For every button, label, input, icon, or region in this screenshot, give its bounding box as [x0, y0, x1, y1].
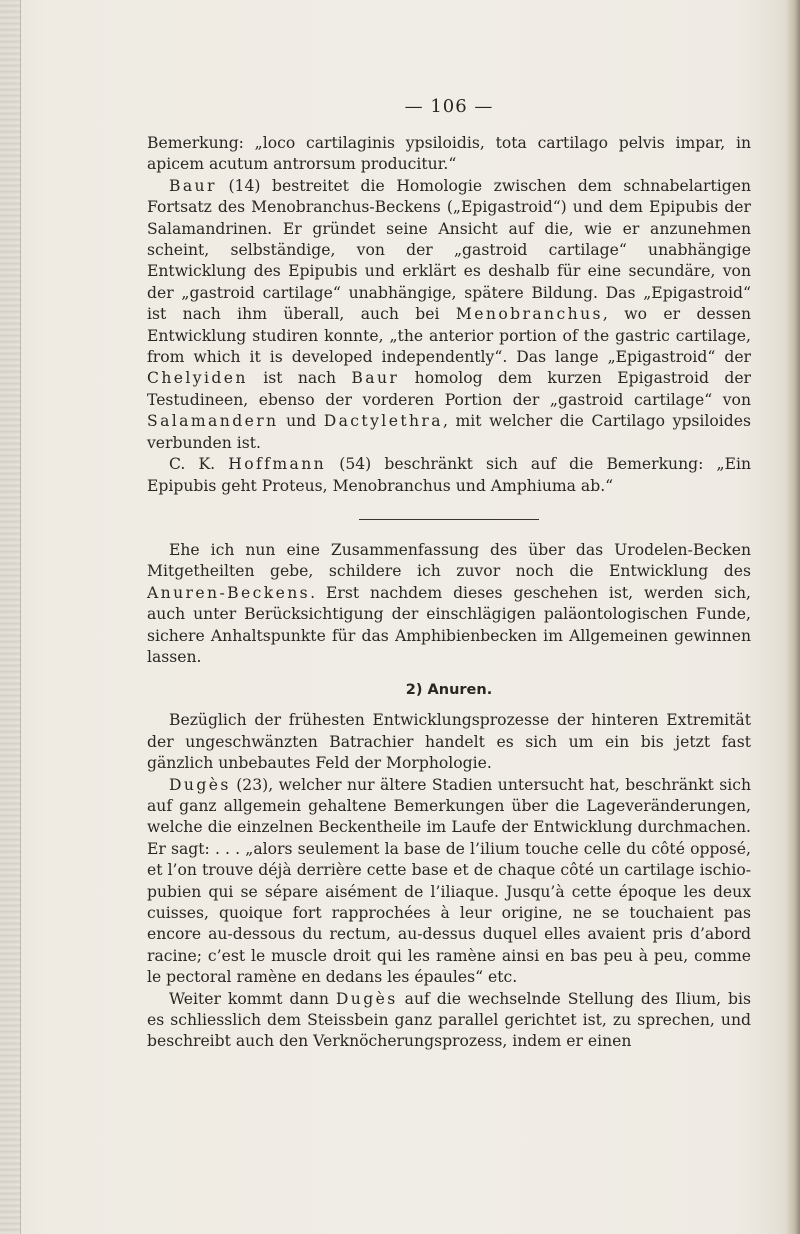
- text-block: [147, 96, 751, 1053]
- paragraph: Bezüglich der frühesten Entwicklungsprozesse der hinteren Extremität der ungeschwänzten Batrachier handelt es sich um ein bis jetzt fast gänzlich unbebautes Feld der Morphologie.: [147, 711, 751, 773]
- taxon-name: Menobranchus: [455, 305, 603, 324]
- paragraph: Baur (14) bestreitet die Homologie zwischen dem schnabelartigen Fortsatz des Menobranchus-Beckens („Epigastroid“) und dem Epipubis der Salamandrinen. Er gründet seine Ansicht auf die, wie er anzunehmen scheint, selbständige, von der „gastroid cartilage“ unabhängige Entwicklung des Epipubis und erklärt es deshalb für eine secundäre, von der „gastroid cartilage“ unabhängige, spätere Bildung. Das „Epigastroid“ ist nach ihm überall, auch bei Menobranchus, wo er dessen Entwicklung studiren konnte, „the anterior portion of the gastric cartilage, from which it is developed independently“. Das lange „Epigastroid“ der Chelyiden ist nach Baur homolog dem kurzen Epigastroid der Testudineen, ebenso der vorderen Portion der „gastroid cartilage“ von Salamandern und Dactylethra, mit welcher die Cartilago ypsiloides verbunden ist.: [147, 176, 752, 452]
- page-edge-shadow: [786, 0, 800, 1234]
- author-name: Hoffmann: [228, 455, 327, 474]
- author-name: Dugès: [335, 989, 398, 1008]
- paragraph: Weiter kommt dann Dugès auf die wechselnde Stellung des Ilium, bis es schliesslich dem Steissbein ganz parallel gerichtet ist, zu sprechen, und beschreibt auch den Verknöcherungsprozess, indem er einen: [147, 989, 751, 1051]
- taxon-name: Salamandern: [147, 412, 279, 431]
- paragraph: C. K. Hoffmann (54) beschränkt sich auf die Bemerkung: „Ein Epipubis geht Proteus, Menobranchus und Amphiuma ab.“: [147, 455, 752, 495]
- author-name: Baur: [169, 176, 217, 195]
- section-heading: 2) Anuren.: [405, 682, 493, 699]
- author-name: Baur: [351, 369, 400, 388]
- author-name: Dugès: [169, 775, 231, 794]
- binding-edge: [0, 0, 21, 1234]
- taxon-name: Dactylethra: [323, 412, 443, 431]
- section-divider: [359, 519, 539, 520]
- paragraph: Ehe ich nun eine Zusammenfassung des über das Urodelen-Becken Mitgetheilten gebe, schildere ich zuvor noch die Entwicklung des Anuren-Beckens. Erst nachdem dieses geschehen ist, werden sich, auch unter Berücksichtigung der einschlägigen paläontologischen Funde, sichere Anhaltspunkte für das Amphibienbecken im Allgemeinen gewinnen lassen.: [147, 540, 751, 666]
- page-number: — 106 —: [404, 96, 494, 117]
- taxon-name: Chelyiden: [147, 369, 248, 388]
- paragraph: Bemerkung: „loco cartilaginis ypsiloidis, tota cartilago pelvis impar, in apicem acutum antrorsum producitur.“: [147, 134, 751, 174]
- emphasized-term: Anuren-Beckens: [147, 583, 311, 602]
- paragraph: Dugès (23), welcher nur ältere Stadien untersucht hat, beschränkt sich auf ganz allgemein gehaltene Bemerkungen über die Lageveränderungen, welche die einzelnen Beckentheile im Laufe der Entwicklung durchmachen. Er sagt: . . . „alors seulement la base de l’ilium touche celle du côté opposé, et l’on trouve déjà derrière cette base et de chaque côté un cartilage ischio-pubien qui se sépare aisément de l’iliaque. Jusqu’à cette époque les deux cuisses, quoique fort rapprochées à leur origine, ne se touchaient pas encore au-dessous du rectum, au-dessus duquel elles avaient pris d’abord racine; c’est le muscle droit qui les ramène ainsi en bas peu à peu, comme le pectoral ramène en dedans les épaules“ etc.: [147, 775, 751, 987]
